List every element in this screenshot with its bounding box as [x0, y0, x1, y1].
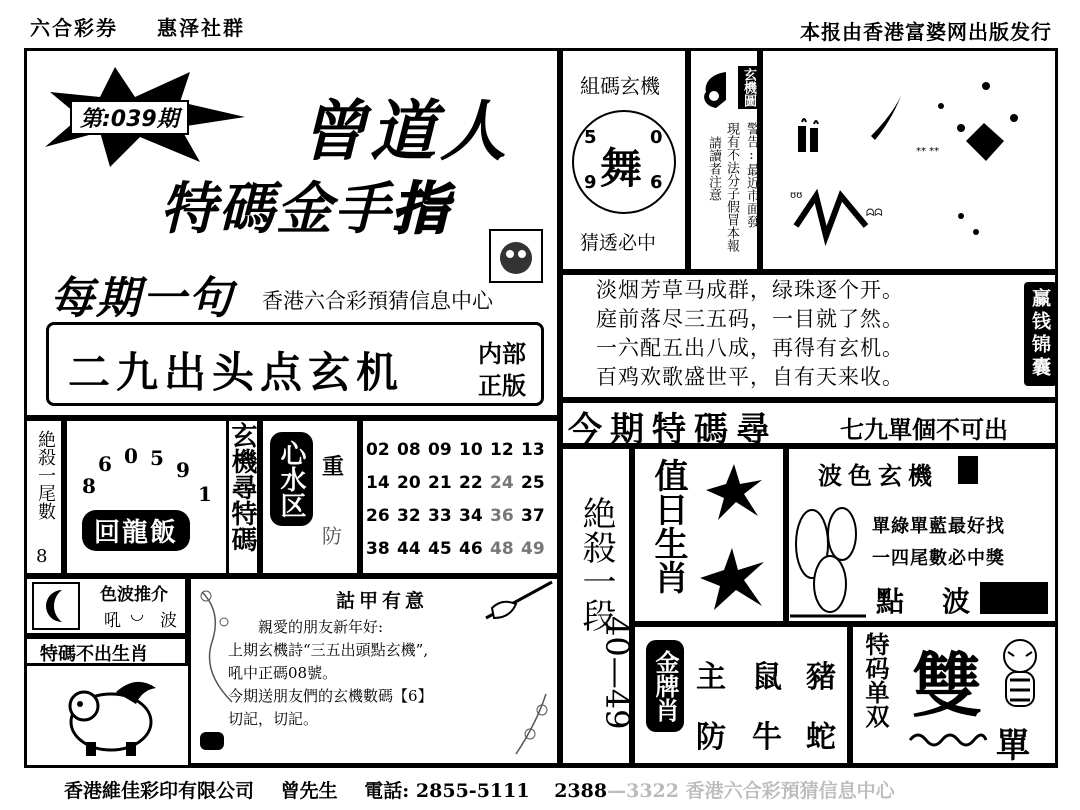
kill-digit-1: 8 [82, 474, 96, 498]
number-cell: 09 [428, 440, 452, 460]
svg-text:ʊʊ: ʊʊ [790, 190, 803, 201]
cactus-icon [790, 504, 866, 620]
number-cell: 38 [366, 539, 390, 559]
golden-guard-label: 防 [696, 720, 726, 755]
duty-label: 值日生肖 [648, 458, 688, 594]
number-cell: 46 [459, 539, 483, 559]
poem-badge: 赢钱锦囊 [1024, 282, 1057, 386]
zone-side-guard: 防 [322, 524, 342, 548]
wave-color-point: 點 [876, 585, 905, 618]
letter-line-3-suffix: 】 [417, 687, 433, 705]
poem-line-2: 庭前落尽三五码，一目就了然。 [596, 307, 904, 331]
edition-line1: 内部 [478, 340, 526, 368]
combo-digit-br: 6 [650, 172, 663, 193]
wave-color-block-2 [980, 582, 1048, 614]
number-cell: 32 [397, 506, 421, 526]
special-subtitle: 七九單個不可出 [840, 416, 1008, 444]
number-cell: 44 [397, 539, 421, 559]
hand-pointer-icon [700, 70, 732, 116]
pig-mascot-icon [56, 672, 166, 762]
kill-digit-4: 5 [150, 446, 164, 470]
number-cell: 33 [428, 506, 452, 526]
footer-phone-label: 電話: [364, 780, 410, 802]
number-cell: 20 [397, 473, 421, 493]
kill-tail-value: 8 [36, 546, 48, 567]
number-cell: 10 [459, 440, 483, 460]
picture-puzzle [766, 56, 1052, 266]
wave-intro-mark: ◡ [130, 604, 144, 623]
number-cell: 25 [521, 473, 545, 493]
issue-badge: 第:039期 [70, 100, 189, 135]
svg-text:** **: ** ** [916, 146, 940, 157]
combo-footer: 猜透必中 [580, 232, 657, 254]
clue-text: 二九出头点玄机 [68, 348, 405, 397]
header-left [30, 12, 245, 41]
golden-badge: 金牌肖 [646, 640, 684, 732]
number-cell: 34 [459, 506, 483, 526]
golden-guard-2: 蛇 [806, 720, 836, 755]
golden-main-label: 主 [696, 660, 726, 695]
number-cell: 21 [428, 473, 452, 493]
letter-title: 詁甲有意 [336, 590, 429, 612]
letter-line-2: 吼中正碼08號。 [228, 664, 338, 682]
flower-corner-icon [506, 690, 556, 762]
wave-color-block-1 [958, 456, 978, 484]
kill-digit-2: 6 [98, 452, 112, 476]
main-title: 曾道人 [300, 93, 510, 170]
number-cell: 48 [490, 539, 514, 559]
kill-digit-6: 1 [198, 482, 212, 506]
letter-body [228, 616, 433, 731]
dragon-logo: 回龍飯 [82, 510, 190, 551]
footer-contact: 曾先生 [280, 780, 338, 802]
group-label: 惠泽社群 [156, 16, 245, 40]
wave-intro-title: 色波推介 [100, 585, 168, 605]
number-cell: 49 [521, 539, 545, 559]
number-cell: 37 [521, 506, 545, 526]
poem-line-3: 一六配五出八成，再得有玄机。 [596, 336, 904, 360]
half-moon-icon [32, 582, 80, 630]
zone-label: 心水区 [270, 432, 313, 526]
combo-digit-bl: 9 [584, 172, 597, 193]
tiger-mascot-icon [990, 636, 1050, 712]
golden-main-2: 豬 [806, 660, 836, 695]
poem-lines [596, 276, 904, 392]
footer [64, 776, 1064, 803]
zone-side-main: 重 [322, 454, 345, 480]
golden-main-1: 鼠 [752, 660, 782, 695]
center-name: 香港六合彩預猜信息中心 [262, 289, 493, 313]
sub-title-tail: 指 [392, 177, 450, 242]
warning-col2: 現有不法分子假冒本報 [724, 122, 739, 252]
wave-intro-left: 吼 [104, 611, 121, 631]
combo-title: 組碼玄機 [580, 74, 660, 98]
combo-digit-tr: 0 [650, 127, 663, 148]
sub-title-text: 特碼金手 [160, 177, 392, 242]
warning-col3: 請讀者注意 [706, 136, 721, 201]
wave-color-line-1: 單綠單藍最好找 [872, 516, 1005, 537]
number-cell: 08 [397, 440, 421, 460]
odd-even-label: 特码单双 [861, 632, 890, 728]
warning-col1: 警告:最近市面發 [744, 122, 759, 228]
odd-even-pick: 雙 [912, 645, 982, 727]
number-cell: 14 [366, 473, 390, 493]
letter-greeting: 親愛的朋友新年好: [258, 618, 384, 636]
wave-intro-right: 波 [160, 611, 177, 631]
number-cell: 36 [490, 506, 514, 526]
kill-digit-5: 9 [176, 458, 190, 482]
letter-line-3 [228, 685, 433, 708]
number-cell: 13 [521, 440, 545, 460]
combo-digit-tl: 5 [584, 127, 597, 148]
brand-label: 六合彩券 [30, 16, 118, 40]
number-cell: 24 [490, 473, 514, 493]
poem-line-4: 百鸡欢歌盛世平，自有天来收。 [596, 365, 904, 389]
letter-line-1: 上期玄機詩“三五出頭點玄機”, [228, 641, 429, 659]
no-zodiac-text: 特碼不出生肖 [40, 644, 148, 665]
duty-burst-bottom [698, 546, 768, 612]
wave-color-title: 波色玄機 [818, 462, 938, 490]
mascot-icon [488, 228, 544, 284]
kill-segment-label: 絶殺一段 [576, 496, 616, 632]
footer-phone-1: 2855-5111 [415, 780, 530, 802]
number-cell: 02 [366, 440, 390, 460]
svg-text:ᗣᗣ: ᗣᗣ [866, 208, 883, 219]
footer-phone-2: 2388 [554, 780, 608, 802]
publisher-notice: 本报由香港富婆网出版发行 [800, 20, 1052, 44]
duty-burst-top [704, 462, 766, 522]
edition-line2: 正版 [478, 372, 526, 400]
odd-even-alt: 單 [996, 726, 1030, 766]
number-cell: 22 [459, 473, 483, 493]
letter-line-4: 切記，切記。 [228, 710, 319, 728]
warning-badge: 玄機圖 [738, 66, 759, 109]
number-cell: 12 [490, 440, 514, 460]
golden-guard-1: 牛 [752, 720, 782, 755]
footer-company: 香港維佳彩印有限公司 [64, 780, 255, 802]
letter-line-3-num: 6 [408, 687, 418, 705]
kill-tail-label: 絶殺一尾數 [35, 430, 56, 520]
number-cell: 45 [428, 539, 452, 559]
footer-tail: —3322 香港六合彩預猜信息中心 [607, 780, 895, 802]
letter-line-3-prefix: 今期送朋友們的玄機數碼【 [228, 687, 409, 705]
wave-color-wave: 波 [942, 585, 971, 618]
xuanji-label: 玄機尋特碼 [227, 422, 257, 552]
tagline: 每期一句 [50, 273, 234, 324]
poem-line-1: 淡烟芳草马成群，绿珠逐个开。 [596, 278, 904, 302]
kill-digit-3: 0 [124, 444, 138, 468]
scroll-ornament-icon [906, 728, 990, 752]
kill-segment-range: 40—49 [598, 616, 636, 730]
combo-center-char: 舞 [600, 144, 643, 193]
number-cell: 26 [366, 506, 390, 526]
wave-color-line-2: 一四尾數必中獎 [872, 548, 1005, 569]
special-title: 今期特碼尋 [568, 410, 778, 450]
pen-hand-icon [482, 578, 556, 624]
sub-title [160, 165, 450, 245]
